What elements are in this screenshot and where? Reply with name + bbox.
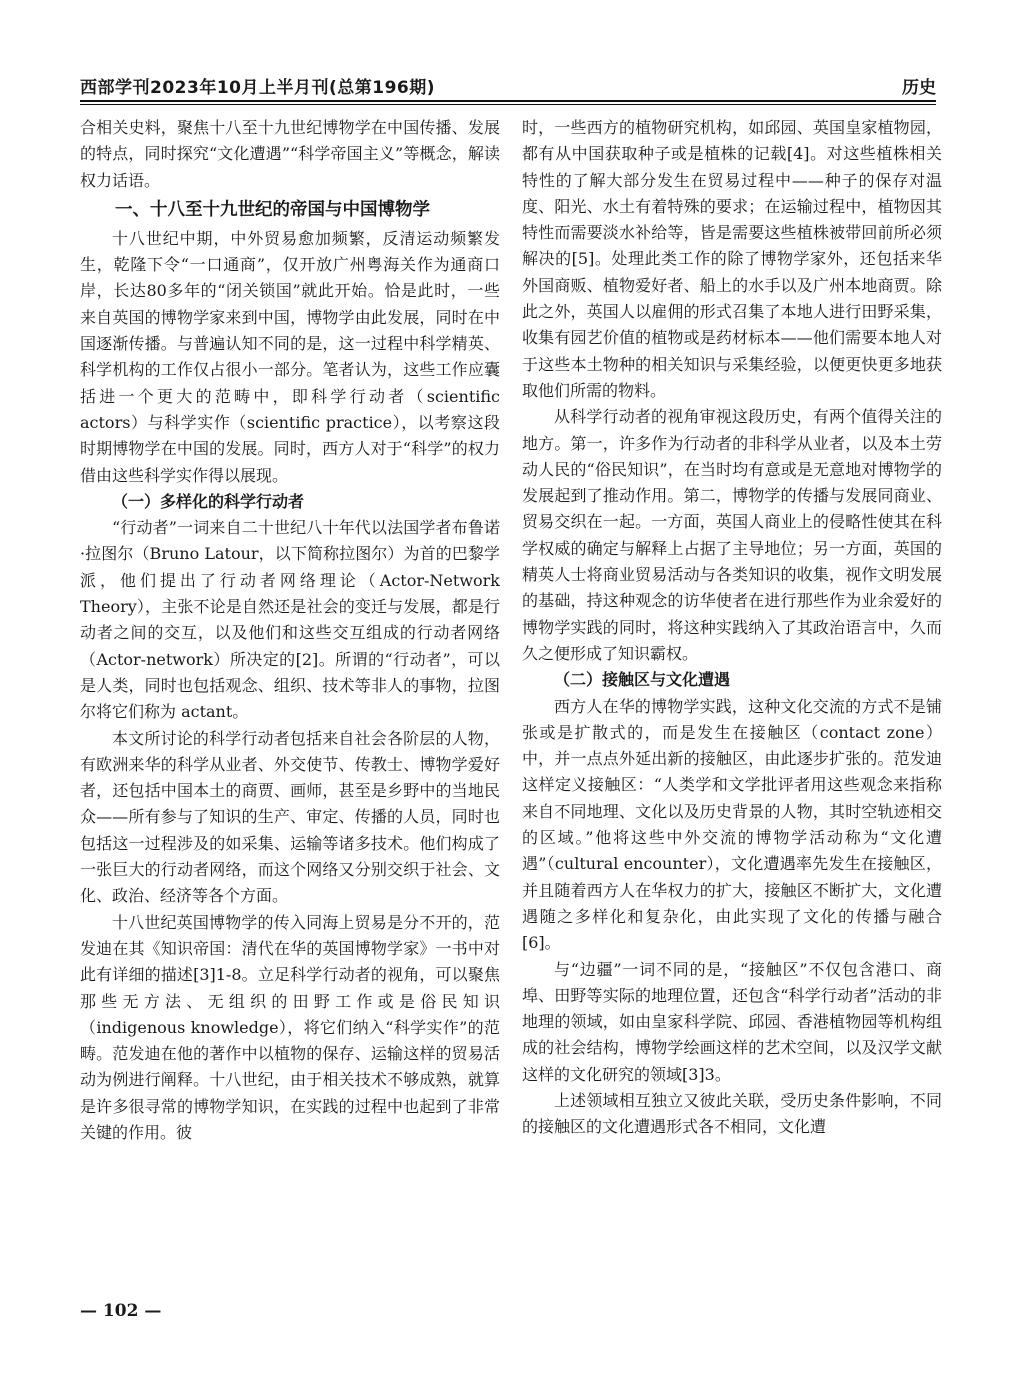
left-column bbox=[80, 115, 500, 1146]
paragraph: 十八世纪英国博物学的传入同海上贸易是分不开的，范发迪在其《知识帝国：清代在华的英国博物学家》一书中对此有详细的描述[3]1-8。立足科学行动者的视角，可以聚焦那些无方法、无组织的田野工作或是俗民知识（indigenous knowledge），将它们纳入“科学实作”的范畴。范发迪在他的著作中以植物的保存、运输这样的贸易活动为例进行阐释。十八世纪，由于相关技术不够成熟，就算是许多很寻常的博物学知识，在实践的过程中也起到了非常关键的作用。彼 bbox=[80, 912, 500, 1142]
header-rule-thin bbox=[80, 104, 936, 105]
paragraph: 时，一些西方的植物研究机构，如邱园、英国皇家植物园，都有从中国获取种子或是植株的记载[4]。对这些植株相关特性的了解大部分发生在贸易过程中——种子的保存对温度、阳光、水土有着特殊的要求；在运输过程中，植物因其特性而需要淡水补给等，皆是需要这些植株被带回前所必须解决的[5]。处理此类工作的除了博物学家外，还包括来华外国商贩、植物爱好者、船上的水手以及广州本地商贾。除此之外，英国人以雇佣的形式召集了本地人进行田野采集，收集有园艺价值的植物或是药材标本——他们需要本地人对于这些本土物种的相关知识与采集经验，以便更快更多地获取他们所需的物料。 bbox=[522, 118, 942, 400]
header-rule-thick bbox=[80, 100, 936, 102]
running-header bbox=[80, 71, 936, 99]
right-column bbox=[522, 115, 942, 1141]
paragraph: “行动者”一词来自二十世纪八十年代以法国学者布鲁诺·拉图尔（Bruno Latour，以下简称拉图尔）为首的巴黎学派，他们提出了行动者网络理论（Actor-Network Theory），主张不论是自然还是社会的变迁与发展，都是行动者之间的交互，以及他们和这些交互组成的行动者网络（Actor-network）所决定的[2]。所谓的“行动者”，可以是人类，同时也包括观念、组织、技术等非人的事物，拉图尔将它们称为 actant。 bbox=[80, 518, 500, 722]
paragraph: 西方人在华的博物学实践，这种文化交流的方式不是铺张或是扩散式的，而是发生在接触区（contact zone）中，并一点点外延出新的接触区，由此逐步扩张的。范发迪这样定义接触区：“人类学和文学批评者用这些观念来指称来自不同地理、文化以及历史背景的人物，其时空轨迹相交的区域。”他将这些中外交流的博物学活动称为“文化遭遇”（cultural encounter），文化遭遇率先发生在接触区，并且随着西方人在华权力的扩大，接触区不断扩大，文化遭遇随之多样化和复杂化，由此实现了文化的传播与融合[6]。 bbox=[522, 696, 942, 953]
page-number: — 102 — bbox=[80, 1301, 162, 1321]
section-name: 历史 bbox=[902, 78, 936, 98]
paragraph: 本文所讨论的科学行动者包括来自社会各阶层的人物，有欧洲来华的科学从业者、外交使节、传教士、博物学爱好者，还包括中国本土的商贾、画师，甚至是乡野中的当地民众——所有参与了知识的生产、审定、传播的人员，同时也包括这一过程涉及的如采集、运输等诸多技术。他们构成了一张巨大的行动者网络，而这个网络又分别交织于社会、文化、政治、经济等各个方面。 bbox=[80, 728, 500, 906]
section-heading: 一、十八至十九世纪的帝国与中国博物学 bbox=[115, 199, 430, 220]
paragraph: 从科学行动者的视角审视这段历史，有两个值得关注的地方。第一，许多作为行动者的非科学从业者，以及本土劳动人民的“俗民知识”，在当时均有意或是无意地对博物学的发展起到了推动作用。第二，博物学的传播与发展同商业、贸易交织在一起。一方面，英国人商业上的侵略性使其在科学权威的确定与解释上占据了主导地位；另一方面，英国的精英人士将商业贸易活动与各类知识的收集，视作文明发展的基础，持这种观念的访华使者在进行那些作为业余爱好的博物学实践的同时，将这种实践纳入了其政治语言中，久而久之便形成了知识霸权。 bbox=[522, 407, 942, 663]
paragraph: 与“边疆”一词不同的是，“接触区”不仅包含港口、商埠、田野等实际的地理位置，还包含“科学行动者”活动的非地理的领域，如由皇家科学院、邱园、香港植物园等机构组成的社会结构，博物学绘画这样的艺术空间，以及汉学文献这样的文化研究的领域[3]3。 bbox=[522, 959, 942, 1084]
subsection-heading: （一）多样化的科学行动者 bbox=[112, 491, 305, 511]
paragraph: 上述领域相互独立又彼此关联，受历史条件影响，不同的接触区的文化遭遇形式各不相同，文化遭 bbox=[522, 1090, 942, 1137]
paragraph: 十八世纪中期，中外贸易愈加频繁，反清运动频繁发生，乾隆下令“一口通商”，仅开放广州粤海关作为通商口岸，长达80多年的“闭关锁国”就此开始。恰是此时，一些来自英国的博物学家来到中国，博物学由此发展，同时在中国逐渐传播。与普遍认知不同的是，这一过程中科学精英、科学机构的工作仅占很小一部分。笔者认为，这些工作应囊括进一个更大的范畴中，即科学行动者（scientific actors）与科学实作（scientific practice），以考察这段时期博物学在中国的发展。同时，西方人对于“科学”的权力借由这些科学实作得以展现。 bbox=[80, 228, 500, 485]
journal-issue: 西部学刊2023年10月上半月刊(总第196期) bbox=[80, 78, 435, 98]
paragraph: 合相关史料，聚焦十八至十九世纪博物学在中国传播、发展的特点，同时探究“文化遭遇”“科学帝国主义”等概念，解读权力话语。 bbox=[80, 118, 500, 190]
subsection-heading: （二）接触区与文化遭遇 bbox=[554, 670, 731, 690]
